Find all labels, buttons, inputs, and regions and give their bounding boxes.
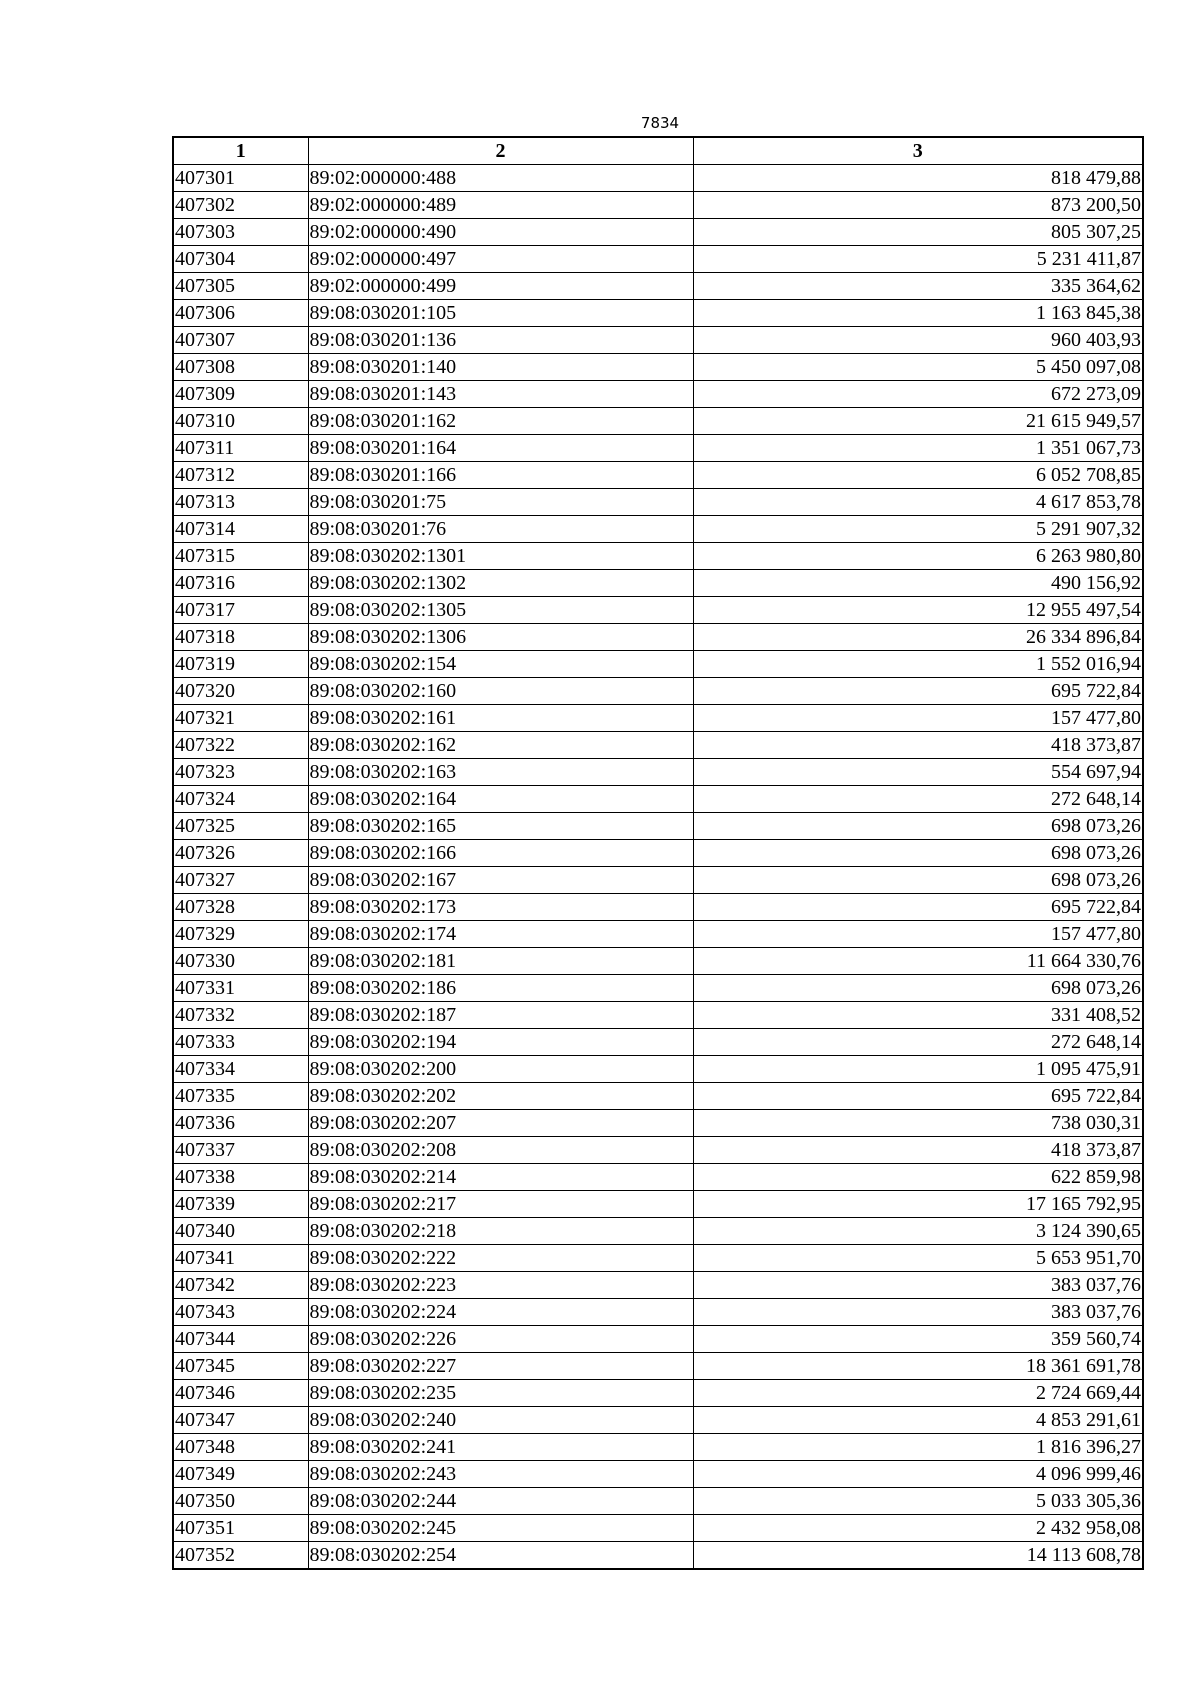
row-number-cell: 407347 [173,1407,308,1434]
cadastral-value-cell: 11 664 330,76 [693,948,1143,975]
cadastral-value-cell: 157 477,80 [693,921,1143,948]
cadastral-number-cell: 89:08:030202:222 [308,1245,693,1272]
table-row [173,570,1143,597]
cadastral-value-cell: 14 113 608,78 [693,1542,1143,1570]
cadastral-value-cell: 873 200,50 [693,192,1143,219]
cadastral-value-cell: 622 859,98 [693,1164,1143,1191]
cadastral-number-cell: 89:08:030202:173 [308,894,693,921]
row-number-cell: 407335 [173,1083,308,1110]
row-number-cell: 407328 [173,894,308,921]
row-number-cell: 407323 [173,759,308,786]
table-row [173,1110,1143,1137]
cadastral-value-cell: 5 653 951,70 [693,1245,1143,1272]
table-row [173,1299,1143,1326]
table-row [173,1218,1143,1245]
cadastral-number-cell: 89:08:030201:143 [308,381,693,408]
cadastral-value-cell: 383 037,76 [693,1272,1143,1299]
cadastral-number-cell: 89:08:030202:163 [308,759,693,786]
cadastral-number-cell: 89:08:030201:140 [308,354,693,381]
cadastral-value-cell: 21 615 949,57 [693,408,1143,435]
cadastral-value-cell: 26 334 896,84 [693,624,1143,651]
cadastral-number-cell: 89:08:030202:226 [308,1326,693,1353]
row-number-cell: 407311 [173,435,308,462]
cadastral-value-cell: 1 351 067,73 [693,435,1143,462]
table-row [173,1326,1143,1353]
cadastral-value-cell: 698 073,26 [693,813,1143,840]
cadastral-number-cell: 89:08:030202:243 [308,1461,693,1488]
row-number-cell: 407321 [173,705,308,732]
cadastral-number-cell: 89:02:000000:489 [308,192,693,219]
table-row [173,354,1143,381]
table-row [173,1407,1143,1434]
cadastral-value-cell: 2 432 958,08 [693,1515,1143,1542]
table-row [173,1002,1143,1029]
cadastral-value-cell: 1 552 016,94 [693,651,1143,678]
table-row [173,219,1143,246]
cadastral-value-cell: 17 165 792,95 [693,1191,1143,1218]
cadastral-number-cell: 89:08:030201:136 [308,327,693,354]
row-number-cell: 407351 [173,1515,308,1542]
row-number-cell: 407327 [173,867,308,894]
cadastral-number-cell: 89:08:030202:154 [308,651,693,678]
cadastral-value-cell: 1 095 475,91 [693,1056,1143,1083]
table-row [173,840,1143,867]
row-number-cell: 407312 [173,462,308,489]
table-row [173,192,1143,219]
table-row [173,1542,1143,1570]
row-number-cell: 407340 [173,1218,308,1245]
cadastral-value-table [172,136,1144,1570]
cadastral-number-cell: 89:02:000000:490 [308,219,693,246]
cadastral-value-cell: 6 052 708,85 [693,462,1143,489]
table-row [173,975,1143,1002]
table-row [173,165,1143,192]
row-number-cell: 407338 [173,1164,308,1191]
row-number-cell: 407330 [173,948,308,975]
cadastral-number-cell: 89:08:030202:174 [308,921,693,948]
cadastral-number-cell: 89:08:030201:75 [308,489,693,516]
cadastral-value-cell: 818 479,88 [693,165,1143,192]
cadastral-number-cell: 89:08:030202:1301 [308,543,693,570]
cadastral-value-cell: 490 156,92 [693,570,1143,597]
table-row [173,543,1143,570]
cadastral-number-cell: 89:08:030202:165 [308,813,693,840]
cadastral-value-cell: 805 307,25 [693,219,1143,246]
cadastral-value-cell: 4 096 999,46 [693,1461,1143,1488]
table-row [173,246,1143,273]
cadastral-number-cell: 89:08:030202:160 [308,678,693,705]
cadastral-value-cell: 4 617 853,78 [693,489,1143,516]
row-number-cell: 407339 [173,1191,308,1218]
row-number-cell: 407316 [173,570,308,597]
cadastral-number-cell: 89:08:030202:187 [308,1002,693,1029]
table-row [173,1191,1143,1218]
cadastral-number-cell: 89:08:030202:164 [308,786,693,813]
cadastral-value-cell: 18 361 691,78 [693,1353,1143,1380]
row-number-cell: 407315 [173,543,308,570]
row-number-cell: 407308 [173,354,308,381]
cadastral-value-cell: 698 073,26 [693,840,1143,867]
row-number-cell: 407348 [173,1434,308,1461]
cadastral-number-cell: 89:02:000000:497 [308,246,693,273]
row-number-cell: 407324 [173,786,308,813]
cadastral-value-cell: 695 722,84 [693,894,1143,921]
table-row [173,489,1143,516]
cadastral-number-cell: 89:08:030202:244 [308,1488,693,1515]
cadastral-number-cell: 89:08:030202:245 [308,1515,693,1542]
table-row [173,678,1143,705]
table-row [173,273,1143,300]
cadastral-value-cell: 5 291 907,32 [693,516,1143,543]
cadastral-value-cell: 738 030,31 [693,1110,1143,1137]
cadastral-number-cell: 89:08:030201:164 [308,435,693,462]
row-number-cell: 407341 [173,1245,308,1272]
row-number-cell: 407322 [173,732,308,759]
cadastral-number-cell: 89:02:000000:499 [308,273,693,300]
row-number-cell: 407317 [173,597,308,624]
cadastral-value-cell: 554 697,94 [693,759,1143,786]
cadastral-number-cell: 89:08:030202:166 [308,840,693,867]
row-number-cell: 407331 [173,975,308,1002]
row-number-cell: 407333 [173,1029,308,1056]
table-row [173,327,1143,354]
table-row [173,705,1143,732]
cadastral-value-cell: 698 073,26 [693,975,1143,1002]
table-row [173,1515,1143,1542]
cadastral-value-cell: 5 033 305,36 [693,1488,1143,1515]
cadastral-value-cell: 157 477,80 [693,705,1143,732]
cadastral-number-cell: 89:08:030202:162 [308,732,693,759]
table-row [173,1029,1143,1056]
column-header-3: 3 [693,137,1143,165]
cadastral-number-cell: 89:08:030202:161 [308,705,693,732]
table-row [173,300,1143,327]
row-number-cell: 407303 [173,219,308,246]
row-number-cell: 407319 [173,651,308,678]
row-number-cell: 407345 [173,1353,308,1380]
header-row [173,137,1143,165]
cadastral-number-cell: 89:08:030201:166 [308,462,693,489]
table-row [173,408,1143,435]
row-number-cell: 407342 [173,1272,308,1299]
table-row [173,813,1143,840]
cadastral-number-cell: 89:08:030202:254 [308,1542,693,1570]
row-number-cell: 407329 [173,921,308,948]
cadastral-number-cell: 89:08:030202:217 [308,1191,693,1218]
row-number-cell: 407301 [173,165,308,192]
cadastral-value-cell: 672 273,09 [693,381,1143,408]
row-number-cell: 407320 [173,678,308,705]
table-row [173,894,1143,921]
cadastral-value-cell: 695 722,84 [693,678,1143,705]
cadastral-value-cell: 5 231 411,87 [693,246,1143,273]
cadastral-number-cell: 89:08:030202:224 [308,1299,693,1326]
cadastral-value-cell: 383 037,76 [693,1299,1143,1326]
cadastral-value-cell: 4 853 291,61 [693,1407,1143,1434]
cadastral-value-cell: 5 450 097,08 [693,354,1143,381]
cadastral-number-cell: 89:08:030202:1302 [308,570,693,597]
table-row [173,948,1143,975]
row-number-cell: 407325 [173,813,308,840]
row-number-cell: 407343 [173,1299,308,1326]
row-number-cell: 407334 [173,1056,308,1083]
cadastral-number-cell: 89:08:030202:223 [308,1272,693,1299]
row-number-cell: 407307 [173,327,308,354]
cadastral-number-cell: 89:08:030202:1305 [308,597,693,624]
table-row [173,1434,1143,1461]
table-row [173,1137,1143,1164]
cadastral-value-cell: 6 263 980,80 [693,543,1143,570]
row-number-cell: 407310 [173,408,308,435]
cadastral-number-cell: 89:02:000000:488 [308,165,693,192]
cadastral-number-cell: 89:08:030202:186 [308,975,693,1002]
table-row [173,759,1143,786]
cadastral-number-cell: 89:08:030202:241 [308,1434,693,1461]
cadastral-value-cell: 272 648,14 [693,786,1143,813]
cadastral-value-cell: 418 373,87 [693,1137,1143,1164]
cadastral-value-cell: 960 403,93 [693,327,1143,354]
cadastral-number-cell: 89:08:030202:235 [308,1380,693,1407]
row-number-cell: 407313 [173,489,308,516]
table-row [173,1056,1143,1083]
table-row [173,597,1143,624]
table-row [173,435,1143,462]
table-row [173,1488,1143,1515]
column-header-1: 1 [173,137,308,165]
cadastral-number-cell: 89:08:030202:1306 [308,624,693,651]
row-number-cell: 407332 [173,1002,308,1029]
row-number-cell: 407346 [173,1380,308,1407]
cadastral-number-cell: 89:08:030201:105 [308,300,693,327]
table-row [173,381,1143,408]
table-row [173,516,1143,543]
row-number-cell: 407349 [173,1461,308,1488]
row-number-cell: 407304 [173,246,308,273]
table-row [173,1353,1143,1380]
table-row [173,786,1143,813]
cadastral-value-cell: 2 724 669,44 [693,1380,1143,1407]
cadastral-number-cell: 89:08:030202:218 [308,1218,693,1245]
row-number-cell: 407314 [173,516,308,543]
table-row [173,1380,1143,1407]
row-number-cell: 407318 [173,624,308,651]
page-number: 7834 [640,114,680,132]
table-row [173,1083,1143,1110]
row-number-cell: 407336 [173,1110,308,1137]
cadastral-value-cell: 1 816 396,27 [693,1434,1143,1461]
cadastral-value-cell: 3 124 390,65 [693,1218,1143,1245]
cadastral-value-cell: 331 408,52 [693,1002,1143,1029]
cadastral-number-cell: 89:08:030202:214 [308,1164,693,1191]
row-number-cell: 407350 [173,1488,308,1515]
table-row [173,1245,1143,1272]
row-number-cell: 407344 [173,1326,308,1353]
cadastral-number-cell: 89:08:030202:208 [308,1137,693,1164]
table-row [173,1272,1143,1299]
cadastral-number-cell: 89:08:030202:167 [308,867,693,894]
table-row [173,462,1143,489]
cadastral-value-cell: 1 163 845,38 [693,300,1143,327]
row-number-cell: 407305 [173,273,308,300]
row-number-cell: 407352 [173,1542,308,1570]
cadastral-number-cell: 89:08:030201:162 [308,408,693,435]
table-row [173,1461,1143,1488]
cadastral-number-cell: 89:08:030202:181 [308,948,693,975]
row-number-cell: 407309 [173,381,308,408]
row-number-cell: 407337 [173,1137,308,1164]
cadastral-value-cell: 12 955 497,54 [693,597,1143,624]
table-header [173,137,1143,165]
cadastral-number-cell: 89:08:030201:76 [308,516,693,543]
cadastral-number-cell: 89:08:030202:240 [308,1407,693,1434]
cadastral-value-cell: 272 648,14 [693,1029,1143,1056]
cadastral-value-cell: 695 722,84 [693,1083,1143,1110]
cadastral-value-cell: 335 364,62 [693,273,1143,300]
cadastral-number-cell: 89:08:030202:207 [308,1110,693,1137]
table-row [173,1164,1143,1191]
table-body [173,165,1143,1570]
cadastral-value-cell: 418 373,87 [693,732,1143,759]
cadastral-value-cell: 359 560,74 [693,1326,1143,1353]
table-row [173,624,1143,651]
cadastral-number-cell: 89:08:030202:194 [308,1029,693,1056]
table-row [173,921,1143,948]
row-number-cell: 407326 [173,840,308,867]
column-header-2: 2 [308,137,693,165]
row-number-cell: 407306 [173,300,308,327]
table-row [173,867,1143,894]
row-number-cell: 407302 [173,192,308,219]
cadastral-number-cell: 89:08:030202:227 [308,1353,693,1380]
cadastral-number-cell: 89:08:030202:202 [308,1083,693,1110]
cadastral-value-cell: 698 073,26 [693,867,1143,894]
table-row [173,651,1143,678]
table-row [173,732,1143,759]
cadastral-number-cell: 89:08:030202:200 [308,1056,693,1083]
